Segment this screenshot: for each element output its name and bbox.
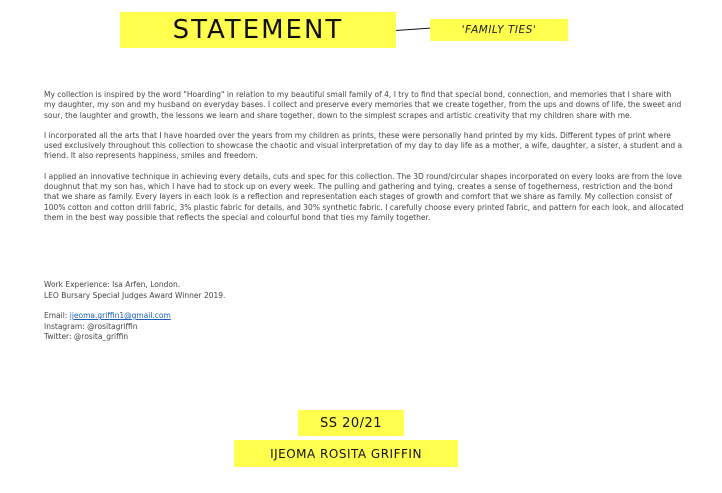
designer-name: IJEOMA ROSITA GRIFFIN [270, 446, 422, 461]
instagram-handle: Instagram: @rositagriffin [44, 321, 138, 331]
collection-name-highlight [430, 19, 568, 41]
statement-paragraph-technique: I applied an innovative technique in achieving every details, cuts and spec for this collection. The 3D round/circular shapes incorporated on every looks are from the love doughnut that my son has, which I have had to stock up on every week. The pulling and gathering and tying, creates a sense of togetherness, restriction and the bond that we share as family. Every layers in each look is a reflection and representation each stages of growth and comfort that we share as family. My collection consist of 100% cotton and cotton drill fabric, 3% plastic fabric for details, and 30% synthetic fabric. I carefully choose every printed fabric, and pattern for each look, and allocated them in the best way possible that reflects the special and colourful bond that ties my family together. [44, 171, 684, 222]
title-highlight [120, 12, 396, 48]
twitter-handle: Twitter: @rosita_griffin [44, 332, 129, 341]
email-label: Email: [44, 311, 70, 320]
season-highlight [298, 410, 404, 436]
email-link[interactable]: ijeoma.griffin1@gmail.com [69, 311, 171, 320]
collection-name: 'FAMILY TIES' [461, 24, 537, 36]
contact-spacer [44, 301, 444, 311]
designer-name-highlight [234, 440, 458, 467]
page-title: STATEMENT [172, 15, 344, 45]
season-label: SS 20/21 [319, 415, 383, 431]
statement-body [44, 90, 684, 233]
award: LEO Bursary Special Judges Award Winner 2019. [44, 290, 226, 300]
statement-paragraph-prints: I incorporated all the arts that I have hoarded over the years from my children as prints, these were personally hand printed by my kids. Different types of print where used exclusively throughout this collection to showcase the chaotic and visual interpretation of my day to day life as a mother, a wife, daughter, a sister, a student and a friend. It also represents happiness, smiles and freedom. [44, 130, 683, 161]
statement-paragraph-inspiration: My collection is inspired by the word "Hoarding" in relation to my beautiful small family of 4, I try to find that special bond, connection, and memories that I share with my daughter, my son and my husband on everyday bases. I collect and preserve every memories that we create together, from the ups and downs of life, the sweet and sour, the laughter and growth, the lessons we learn and share together, down to the simplest scrapes and artistic creativity that my children share with me. [44, 90, 682, 120]
email-line [44, 311, 444, 322]
contact-block [44, 280, 444, 343]
title-connector-line [396, 28, 430, 31]
work-experience: Work Experience: Isa Arfen, London. [44, 280, 181, 289]
